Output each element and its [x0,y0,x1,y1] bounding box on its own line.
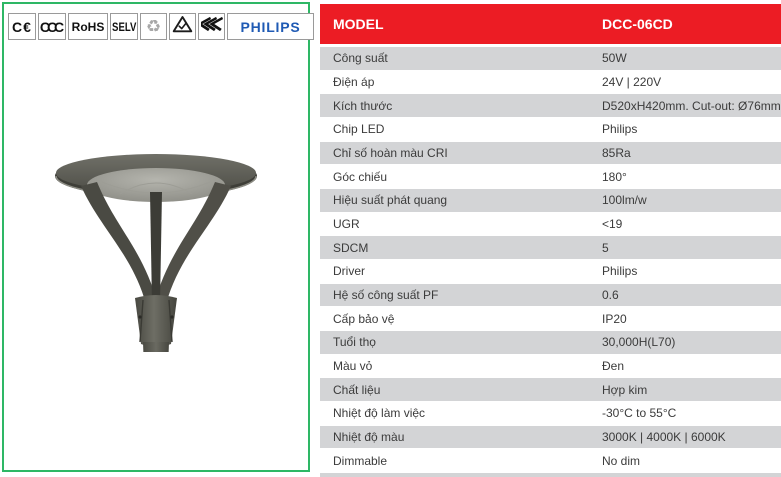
table-row [320,378,781,402]
certification-badges [8,13,314,40]
garden-luminaire-illustration [50,142,262,352]
spec-value: 100lm/w [602,193,647,208]
spec-label: Chỉ số hoàn màu CRI [333,146,448,161]
spec-value: Philips [602,264,638,279]
ce-mark-badge [8,13,36,40]
philips-logo: PHILIPS [240,18,301,35]
model-number: DCC-06CD [602,16,673,32]
table-row [320,260,781,284]
table-row [320,355,781,379]
spec-table [320,4,781,477]
spec-value: 30,000H(L70) [602,335,676,350]
spec-label: Công suất [333,51,388,66]
spec-label: Góc chiếu [333,169,388,184]
triangle-check-badge [169,13,196,40]
spec-label: Hiệu suất phát quang [333,193,448,208]
rohs-mark-badge [68,13,108,40]
spec-value: 3000K | 4000K | 6000K [602,430,726,445]
triangle-check-icon [172,15,193,39]
chevrons-icon [201,15,223,38]
spec-value: 180° [602,169,627,184]
rohs-mark-label: RoHS [71,19,105,34]
spec-value: 0.6 [602,288,619,303]
selv-mark-label: SELV [111,19,137,34]
spec-label: Cấp bảo vệ [333,311,395,326]
spec-value: 85Ra [602,146,631,161]
spec-label: Nhiệt độ màu [333,430,405,445]
spec-label: Hệ số công suất PF [333,288,439,303]
spec-label: Nhiệt độ làm việc [333,406,426,421]
ccc-mark-label: CCC [39,18,62,35]
table-row [320,71,781,95]
table-row [320,449,781,473]
product-panel [2,2,310,472]
product-image [50,142,262,352]
table-row [320,189,781,213]
model-header-label: MODEL [333,16,384,32]
spec-value: 50W [602,51,627,66]
table-row [320,307,781,331]
table-row [320,94,781,118]
table-row [320,165,781,189]
ce-mark-label: C€ [12,18,32,35]
spec-label: Dimmable [333,453,388,468]
spec-label: UGR [333,217,360,232]
spec-label: Chip LED [333,122,385,137]
selv-mark-badge [110,13,138,40]
spec-value: 5 [602,240,609,255]
spec-value: -30°C to 55°C [602,406,677,421]
spec-value: IP20 [602,311,627,326]
spec-value: D520xH420mm. Cut-out: Ø76mm [602,98,781,113]
table-bottom-strip [320,473,781,477]
spec-table-header [320,4,781,44]
spec-value: Đen [602,359,625,374]
spec-label: SDCM [333,240,369,255]
recycle-icon: ♻ [145,16,162,36]
table-row [320,402,781,426]
table-row [320,236,781,260]
spec-value: Philips [602,122,638,137]
spec-label: Tuổi thọ [333,335,376,350]
spec-value: <19 [602,217,623,232]
spec-value: 24V | 220V [602,75,662,89]
spec-label: Điện áp [333,75,375,89]
recycle-badge [140,13,167,40]
table-row [320,142,781,166]
spec-rows [320,47,781,473]
table-row [320,118,781,142]
table-row [320,47,781,71]
philips-logo-badge [227,13,314,40]
spec-label: Màu vỏ [333,359,373,374]
spec-value: Hợp kim [602,382,648,397]
table-row [320,284,781,308]
table-row [320,331,781,355]
spec-value: No dim [602,453,641,468]
chevrons-badge [198,13,225,40]
spec-label: Chất liệu [333,382,381,397]
spec-label: Kích thước [333,98,393,113]
table-row [320,213,781,237]
ccc-mark-badge [38,13,66,40]
spec-label: Driver [333,264,365,279]
table-row [320,426,781,450]
